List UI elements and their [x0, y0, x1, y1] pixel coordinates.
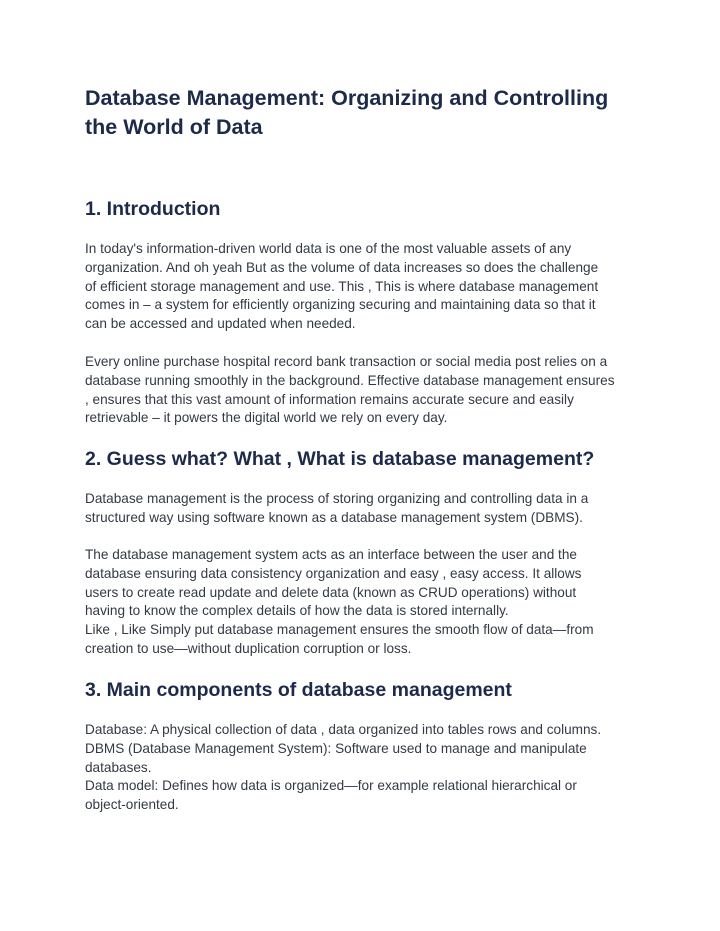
text-line: database ensuring data consistency organization and easy , easy access. It allows [85, 565, 582, 581]
text-line: Like , Like Simply put database management ensures the smooth flow of data—from [85, 622, 594, 638]
text-line: In today's information-driven world data is one of the most valuable assets of any [85, 241, 572, 256]
text-line: The database management system acts as an interface between the user and the [85, 547, 577, 562]
intro-paragraph-2 [85, 353, 645, 428]
component-data-model-cont: object-oriented. [85, 797, 179, 813]
components-list [85, 721, 645, 815]
text-line: of efficient storage management and use. This , This is where database management [85, 278, 599, 294]
component-dbms: DBMS (Database Management System): Software used to manage and manipulate [85, 740, 587, 756]
text-line: can be accessed and updated when needed. [85, 316, 356, 332]
definition-paragraph-1 [85, 490, 645, 528]
intro-paragraph-1 [85, 240, 645, 334]
text-line: having to know the complex details of how the data is stored internally. [85, 603, 509, 619]
document-title [85, 84, 645, 142]
text-line: retrievable – it powers the digital world we rely on every day. [85, 410, 448, 426]
definition-paragraph-2 [85, 546, 645, 659]
text-line: database running smoothly in the background. Effective database management ensures [85, 372, 615, 388]
section-heading-main-components: 3. Main components of database management [85, 679, 512, 701]
component-data-model: Data model: Defines how data is organized—for example relational hierarchical or [85, 778, 577, 794]
text-line: Every online purchase hospital record bank transaction or social media post relies on a [85, 354, 608, 369]
title-line: Database Management: Organizing and Controlling [85, 86, 609, 110]
component-dbms-cont: databases. [85, 759, 152, 775]
text-line: creation to use—without duplication corruption or loss. [85, 640, 412, 656]
text-line: organization. And oh yeah But as the volume of data increases so does the challenge [85, 259, 599, 275]
text-line: structured way using software known as a database management system (DBMS). [85, 509, 583, 525]
text-line: comes in – a system for efficiently organizing securing and maintaining data so that it [85, 297, 596, 313]
section-heading-introduction: 1. Introduction [85, 198, 221, 220]
section-heading-what-is-database-management: 2. Guess what? What , What is database management? [85, 448, 595, 470]
component-database: Database: A physical collection of data , data organized into tables rows and columns. [85, 722, 602, 737]
title-line: the World of Data [85, 115, 263, 139]
text-line: Database management is the process of storing organizing and controlling data in a [85, 491, 589, 506]
text-line: users to create read update and delete data (known as CRUD operations) without [85, 584, 577, 600]
text-line: , ensures that this vast amount of information remains accurate secure and easily [85, 391, 574, 407]
